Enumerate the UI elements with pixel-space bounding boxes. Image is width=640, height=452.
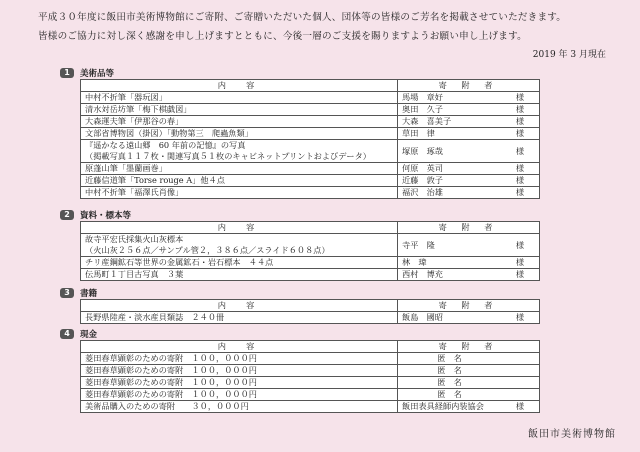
content-cell: 中村不折筆「福澤氏肖像」 — [81, 187, 398, 199]
content-cell: 大森運夫筆「伊那谷の春」 — [81, 116, 398, 128]
section-label: 書籍 — [80, 288, 98, 299]
honorific: 様 — [501, 257, 540, 269]
honorific: 様 — [501, 92, 540, 104]
donor-cell: 近藤 敦子 — [398, 175, 502, 187]
header-content: 内 容 — [81, 300, 398, 312]
content-cell: 菱田春草顕彰のための寄附 １００，０００円 — [81, 365, 398, 377]
donor-cell: 林 瑋 — [398, 257, 502, 269]
donor-cell: 何原 英司 — [398, 163, 502, 175]
table-row — [81, 92, 540, 104]
content-cell: 中村不折筆「器玩図」 — [81, 92, 398, 104]
honorific — [501, 353, 540, 365]
table-row — [81, 365, 540, 377]
donor-cell: 馬場 章好 — [398, 92, 502, 104]
donor-cell: 西村 博充 — [398, 269, 502, 281]
donor-cell: 寺平 隆 — [398, 234, 502, 257]
honorific: 様 — [501, 401, 540, 413]
donor-cell: 大森 喜美子 — [398, 116, 502, 128]
content-cell: 菱田春草顕彰のための寄附 １００，０００円 — [81, 377, 398, 389]
section-number: 3 — [60, 288, 74, 298]
donation-table — [80, 340, 540, 413]
as-of-date: 2019 年 3 月現在 — [532, 50, 606, 60]
section-art — [60, 66, 616, 199]
table-row — [81, 187, 540, 199]
content-cell: 文部省博物図（掛図）「動物第三 爬蟲魚類」 — [81, 128, 398, 140]
honorific: 様 — [501, 234, 540, 257]
content-cell: 近藤信道筆「Torse rouge A」他４点 — [81, 175, 398, 187]
honorific — [501, 389, 540, 401]
table-row — [81, 257, 540, 269]
content-cell: 清水対岳坊筆「梅下棋戯図」 — [81, 104, 398, 116]
donor-cell: 福沢 治雄 — [398, 187, 502, 199]
section-specimens — [60, 208, 616, 281]
donor-cell: 草田 律 — [398, 128, 502, 140]
table-row — [81, 128, 540, 140]
section-number: 4 — [60, 329, 74, 339]
header-content: 内 容 — [81, 222, 398, 234]
section-header — [60, 66, 616, 79]
table-header — [81, 300, 540, 312]
section-number: 2 — [60, 210, 74, 220]
table-row — [81, 312, 540, 324]
table-row — [81, 175, 540, 187]
intro-text — [38, 8, 618, 46]
content-cell: 菱田春草顕彰のための寄附 １００，０００円 — [81, 389, 398, 401]
content-cell: 長野県陸産・淡水産貝類誌 ２４０冊 — [81, 312, 398, 324]
table-row — [81, 353, 540, 365]
honorific: 様 — [501, 128, 540, 140]
section-books — [60, 286, 616, 324]
content-line-1: 故寺平宏氏採集火山灰標本 — [85, 234, 184, 244]
content-line-1: 『遥かなる遠山郷 60 年前の記憶』の写真 — [85, 140, 246, 150]
donor-cell: 匿 名 — [398, 377, 502, 389]
table-row — [81, 234, 540, 257]
table-row — [81, 401, 540, 413]
table-header — [81, 80, 540, 92]
table-header — [81, 222, 540, 234]
table-row — [81, 389, 540, 401]
donor-cell: 匿 名 — [398, 353, 502, 365]
table-row — [81, 140, 540, 163]
table-row — [81, 377, 540, 389]
donor-cell: 奥田 久子 — [398, 104, 502, 116]
header-content: 内 容 — [81, 80, 398, 92]
section-header — [60, 286, 616, 299]
section-cash — [60, 327, 616, 413]
header-content: 内 容 — [81, 341, 398, 353]
honorific — [501, 365, 540, 377]
header-donor: 寄 附 者 — [398, 222, 540, 234]
header-donor: 寄 附 者 — [398, 341, 540, 353]
donor-cell: 飯田表具経師内装協会 — [398, 401, 502, 413]
honorific: 様 — [501, 140, 540, 163]
content-cell: 美術品購入のための寄附 ３０，０００円 — [81, 401, 398, 413]
honorific: 様 — [501, 104, 540, 116]
section-label: 美術品等 — [80, 68, 115, 79]
honorific: 様 — [501, 175, 540, 187]
content-cell: 菱田春草顕彰のための寄附 １００，０００円 — [81, 353, 398, 365]
section-header — [60, 208, 616, 221]
table-row — [81, 269, 540, 281]
content-line-2: （掲載写真１１７枚・関連写真５１枚のキャビネットプリントおよびデータ） — [85, 151, 371, 161]
honorific: 様 — [501, 187, 540, 199]
content-cell: 原蓬山筆「墨蘭画巻」 — [81, 163, 398, 175]
donation-table — [80, 221, 540, 281]
content-line-2: （火山灰２５６点／サンプル管２，３８６点／スライド６０８点） — [85, 245, 330, 255]
content-cell: 伝馬町１丁目古写真 ３葉 — [81, 269, 398, 281]
section-header — [60, 327, 616, 340]
donor-cell: 匿 名 — [398, 389, 502, 401]
table-row — [81, 163, 540, 175]
content-cell — [81, 140, 398, 163]
content-cell: チリ産鋼鉱石等世界の金属鉱石・岩石標本 ４４点 — [81, 257, 398, 269]
honorific: 様 — [501, 116, 540, 128]
honorific: 様 — [501, 163, 540, 175]
honorific: 様 — [501, 312, 540, 324]
table-row — [81, 116, 540, 128]
donation-table — [80, 79, 540, 199]
donor-cell: 塚原 琢哉 — [398, 140, 502, 163]
content-cell — [81, 234, 398, 257]
donor-cell: 匿 名 — [398, 365, 502, 377]
honorific: 様 — [501, 269, 540, 281]
museum-name: 飯田市美術博物館 — [528, 429, 616, 440]
section-number: 1 — [60, 68, 74, 78]
header-donor: 寄 附 者 — [398, 80, 540, 92]
intro-line-1: 平成３０年度に飯田市美術博物館にご寄附、ご寄贈いただいた個人、団体等の皆様のご芳名を掲載させていただきます。 — [38, 12, 567, 23]
donation-table — [80, 299, 540, 324]
honorific — [501, 377, 540, 389]
section-label: 現金 — [80, 329, 98, 340]
intro-line-2: 皆様のご協力に対し深く感謝を申し上げますとともに、今後一層のご支援を賜りますようお願い申し上げます。 — [38, 31, 527, 42]
header-donor: 寄 附 者 — [398, 300, 540, 312]
donor-cell: 飯島 國昭 — [398, 312, 502, 324]
section-label: 資料・標本等 — [80, 210, 132, 221]
table-header — [81, 341, 540, 353]
table-row — [81, 104, 540, 116]
